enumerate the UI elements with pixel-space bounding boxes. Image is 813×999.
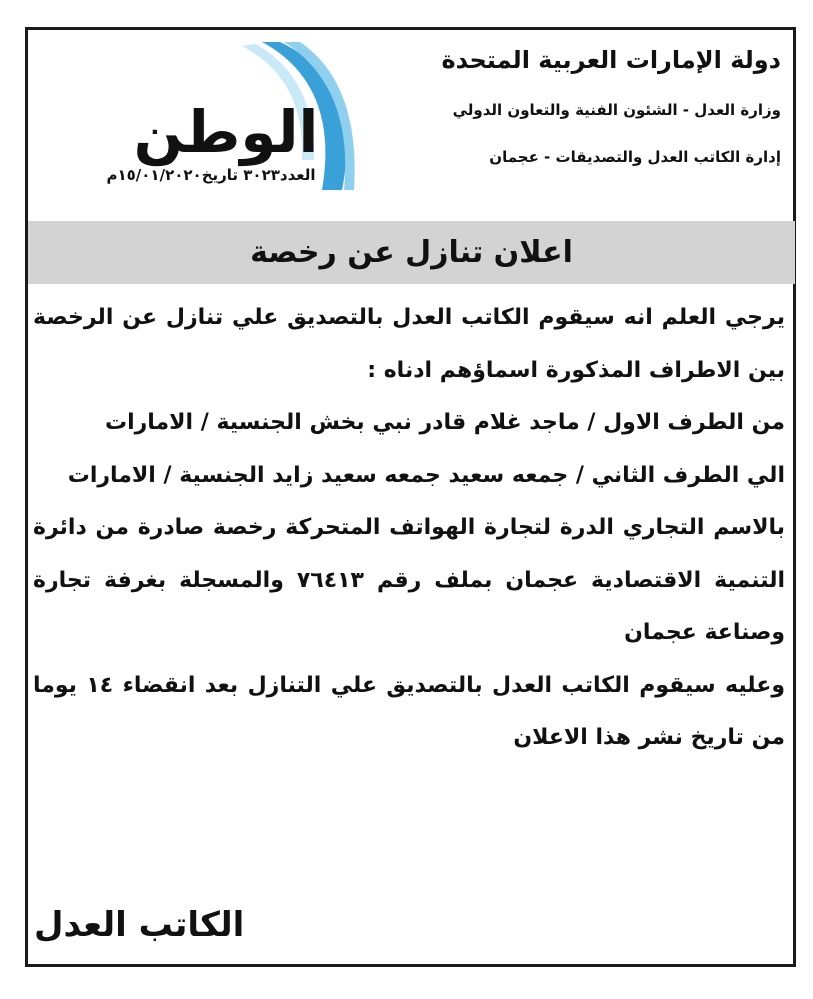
government-header bbox=[361, 38, 781, 167]
department-name: إدارة الكاتب العدل والتصديقات - عجمان bbox=[489, 148, 781, 166]
issue-date-line: العدد٣٠٢٣ تاريخ١٥/٠١/٢٠٢٠م bbox=[106, 166, 316, 184]
paragraph-second-party: الي الطرف الثاني / جمعه سعيد جمعه سعيد زايد الجنسية / الامارات bbox=[67, 462, 785, 488]
signature: الكاتب العدل bbox=[34, 905, 245, 945]
newspaper-name: الوطن bbox=[133, 98, 319, 166]
ministry-name: وزارة العدل - الشئون الفنية والتعاون الدولي bbox=[452, 101, 781, 119]
paragraph-trade-name: بالاسم التجاري الدرة لتجارة الهواتف المتحركة رخصة صادرة من دائرة التنمية الاقتصادية عجمان بملف رقم ٧٦٤١٣ والمسجلة بغرفة تجارة وصناعة عجمان bbox=[33, 515, 785, 645]
country-name: دولة الإمارات العربية المتحدة bbox=[441, 46, 781, 74]
paragraph-closing: وعليه سيقوم الكاتب العدل بالتصديق علي التنازل بعد انقضاء ١٤ يوما من تاريخ نشر هذا الاعلان bbox=[33, 672, 785, 750]
headline-bar bbox=[28, 221, 795, 284]
paragraph-intro: يرجي العلم انه سيقوم الكاتب العدل بالتصديق علي تنازل عن الرخصة بين الاطراف المذكورة اسماؤهم ادناه : bbox=[33, 305, 785, 383]
notice-title: اعلان تنازل عن رخصة bbox=[250, 234, 573, 270]
paragraph-first-party: من الطرف الاول / ماجد غلام قادر نبي بخش الجنسية / الامارات bbox=[104, 410, 785, 435]
newspaper-logo bbox=[52, 40, 357, 200]
notice-body bbox=[33, 292, 785, 765]
